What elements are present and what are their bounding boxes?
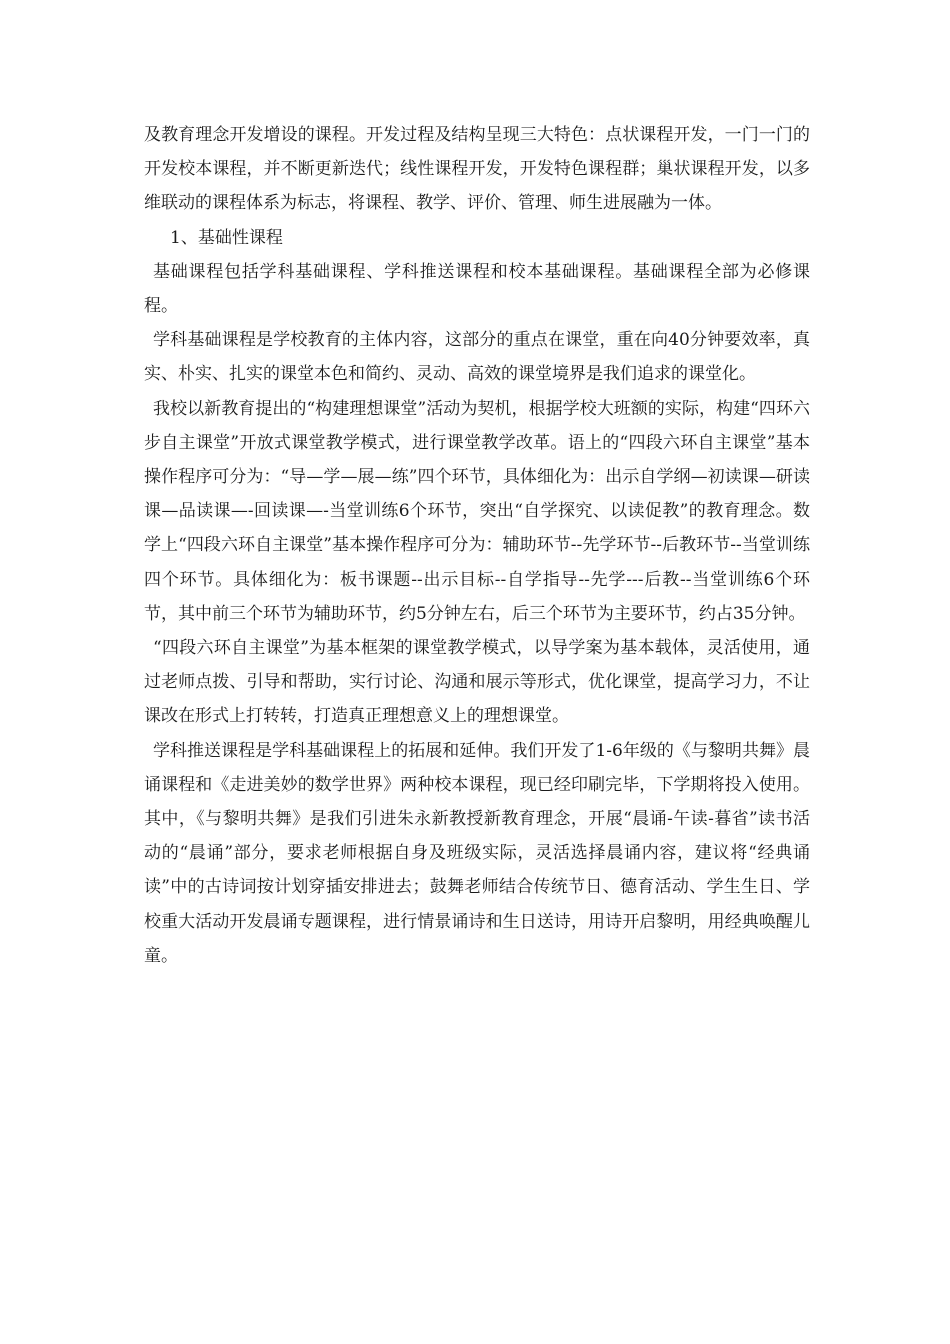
paragraph-ideal-classroom: 我校以新教育提出的“构建理想课堂”活动为契机，根据学校大班额的实际，构建“四环六步自主课堂”开放式课堂教学模式，进行课堂教学改革。语上的“四段六环自主课堂”基本操作程序可分为：“导—学—展—练”四个环节，具体细化为：出示自学纲—初读课—研读课—品读课—-回读课—-当堂训练6个环节，突出“自学探究、以读促教”的教育理念。数学上“四段六环自主课堂”基本操作程序可分为：辅助环节--先学环节--后教环节--当堂训练四个环节。具体细化为：板书课题--出示目标--自学指导--先学---后教--当堂训练6个环节，其中前三个环节为辅助环节，约5分钟左右，后三个环节为主要环节，约占35分钟。: [144, 398, 810, 624]
section-heading-basic-courses: 1、基础性课程: [170, 227, 283, 248]
paragraph-subject-basic-courses: 学科基础课程是学校教育的主体内容，这部分的重点在课堂，重在向40分钟要效率，真实、朴实、扎实的课堂本色和简约、灵动、高效的课堂境界是我们追求的课堂化。: [144, 330, 810, 385]
paragraph-continuation: 及教育理念开发增设的课程。开发过程及结构呈现三大特色：点状课程开发，一门一门的开发校本课程，并不断更新迭代；线性课程开发，开发特色课程群；巢状课程开发，以多维联动的课程体系为标志，将课程、教学、评价、管理、师生进展融为一体。: [144, 125, 810, 214]
document-body: [144, 118, 810, 973]
paragraph-extension-courses: 学科推送课程是学科基础课程上的拓展和延伸。我们开发了1-6年级的《与黎明共舞》晨诵课程和《走进美妙的数学世界》两种校本课程，现已经印刷完毕，下学期将投入使用。其中，《与黎明共舞》是我们引进朱永新教授新教育理念，开展“晨诵-午读-暮省”读书活动的“晨诵”部分，要求老师根据自身及班级实际，灵活选择晨诵内容，建议将“经典诵读”中的古诗词按计划穿插安排进去；鼓舞老师结合传统节日、德育活动、学生生日、学校重大活动开发晨诵专题课程，进行情景诵诗和生日送诗，用诗开启黎明，用经典唤醒儿童。: [144, 740, 810, 966]
paragraph-basic-courses: 基础课程包括学科基础课程、学科推送课程和校本基础课程。基础课程全部为必修课程。: [144, 261, 810, 317]
paragraph-teaching-model: “四段六环自主课堂”为基本框架的课堂教学模式，以导学案为基本载体，灵活使用，通过老师点拨、引导和帮助，实行讨论、沟通和展示等形式，优化课堂，提高学习力，不让课改在形式上打转转，打造真正理想意义上的理想课堂。: [144, 638, 810, 727]
